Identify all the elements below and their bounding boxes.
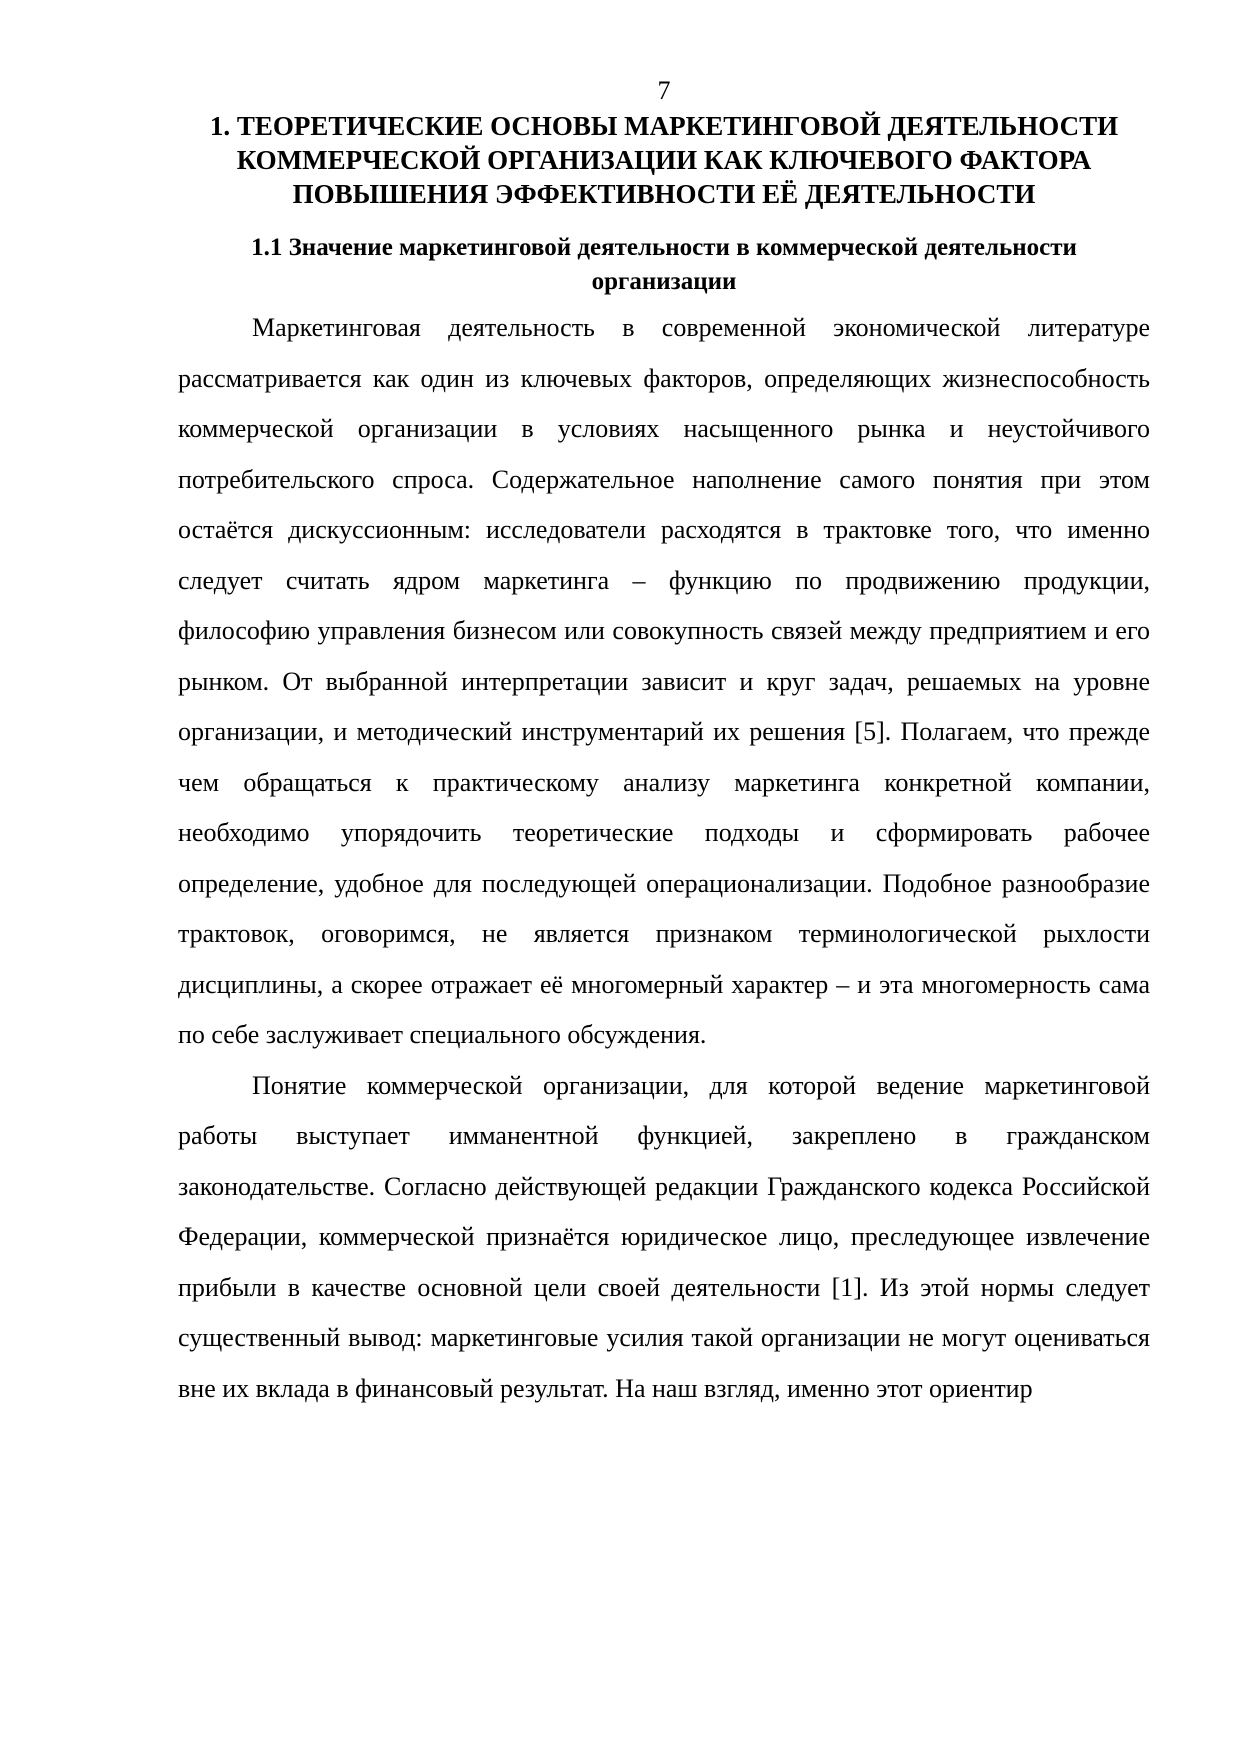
body-paragraph-2: Понятие коммерческой организации, для которой ведение маркетинговой работы выступает имманентной функцией, закреплено в гражданском законодательстве. Согласно действующей редакции Гражданского кодекса Российской Федерации, коммерческой признаётся юридическое лицо, преследующее извлечение прибыли в качестве основной цели своей деятельности [1]. Из этой нормы следует существенный вывод: маркетинговые усилия такой организации не могут оцениваться вне их вклада в финансовый результат. На наш взгляд, именно этот ориентир — [178, 1070, 1150, 1403]
section-title: 1.1 Значение маркетинговой деятельности в коммерческой деятельности организации — [251, 234, 1077, 295]
document-page — [178, 75, 1150, 1414]
page-number: 7 — [657, 76, 671, 105]
chapter-title: 1. ТЕОРЕТИЧЕСКИЕ ОСНОВЫ МАРКЕТИНГОВОЙ ДЕЯТЕЛЬНОСТИ КОММЕРЧЕСКОЙ ОРГАНИЗАЦИИ КАК КЛЮЧЕВОГО ФАКТОРА ПОВЫШЕНИЯ ЭФФЕКТИВНОСТИ ЕЁ ДЕЯТЕЛЬНОСТИ — [209, 111, 1119, 209]
body-paragraph-1: Маркетинговая деятельность в современной экономической литературе рассматривается как один из ключевых факторов, определяющих жизнеспособность коммерческой организации в условиях насыщенного рынка и неустойчивого потребительского спроса. Содержательное наполнение самого понятия при этом остаётся дискуссионным: исследователи расходятся в трактовке того, что именно следует считать ядром маркетинга – функцию по продвижению продукции, философию управления бизнесом или совокупность связей между предприятием и его рынком. От выбранной интерпретации зависит и круг задач, решаемых на уровне организации, и методический инструментарий их решения [5]. Полагаем, что прежде чем обращаться к практическому анализу маркетинга конкретной компании, необходимо упорядочить теоретические подходы и сформировать рабочее определение, удобное для последующей операционализации. Подобное разнообразие трактовок, оговоримся, не является признаком терминологической рыхлости дисциплины, а скорее отражает её многомерный характер – и эта многомерность сама по себе заслуживает специального обсуждения. — [178, 313, 1150, 1049]
